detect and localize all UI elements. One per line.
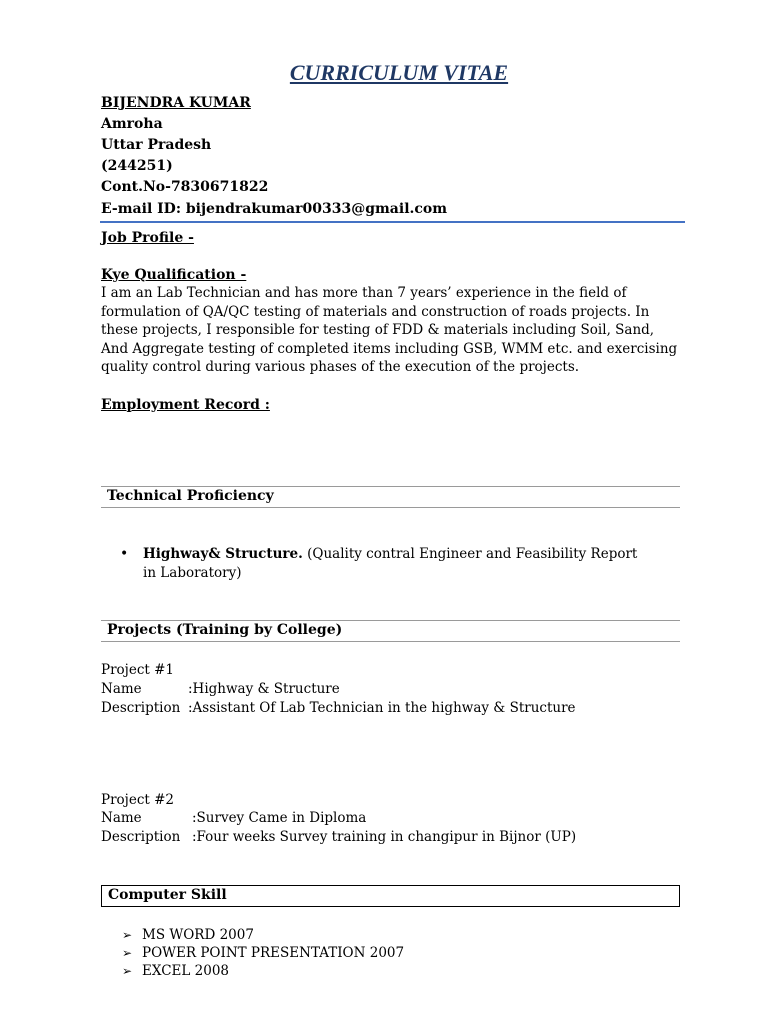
technical-section-bar <box>101 486 680 508</box>
qualification-text: I am an Lab Technician and has more than 7 years’ experience in the field of formulation of QA/QC testing of materials and construction of roads projects. In these projects, I responsible for testing of FDD & materials including Soil, Sand, And Aggregate testing of completed items including GSB, WMM etc. and exercising quality control during various phases of the execution of the projects. <box>101 285 678 376</box>
project-1-name-key: Name <box>101 681 142 697</box>
technical-bullet <box>120 545 640 583</box>
contact-email: E-mail ID: bijendrakumar00333@gmail.com <box>101 201 448 217</box>
bullet-icon: • <box>120 546 129 562</box>
project-1-name-value: :Highway & Structure <box>188 681 340 697</box>
skill-item <box>122 944 404 962</box>
arrow-bullet-icon: ➢ <box>122 964 133 978</box>
project-1-name-row <box>101 680 601 698</box>
projects-section-bar <box>101 620 680 642</box>
contact-state: Uttar Pradesh <box>101 137 212 153</box>
project-2-desc-row <box>101 828 661 846</box>
project-1-desc-row <box>101 699 661 717</box>
job-profile-heading: Job Profile - <box>101 230 194 246</box>
document-title: CURRICULUM VITAE <box>289 60 509 85</box>
technical-bullet-detail: (Quality contral Engineer and Feasibility Report in Laboratory) <box>143 546 638 581</box>
contact-phone: Cont.No-7830671822 <box>101 179 269 195</box>
technical-bullet-text <box>143 545 640 583</box>
projects-heading: Projects (Training by College) <box>107 622 343 638</box>
contact-pin: (244251) <box>101 158 173 174</box>
qualification-heading: Kye Qualification - <box>101 267 247 283</box>
project-1-desc-value: :Assistant Of Lab Technician in the highway & Structure <box>188 700 576 716</box>
project-2-name-value: :Survey Came in Diploma <box>192 810 367 826</box>
project-2-name-row <box>101 809 601 827</box>
computer-skill-heading: Computer Skill <box>108 887 227 903</box>
skill-label: POWER POINT PRESENTATION 2007 <box>142 945 405 961</box>
project-2-desc-value: :Four weeks Survey training in changipur in Bijnor (UP) <box>192 829 577 845</box>
skill-item <box>122 962 229 980</box>
technical-bullet-bold: Highway& Structure. <box>143 546 303 562</box>
skill-label: MS WORD 2007 <box>142 927 254 943</box>
arrow-bullet-icon: ➢ <box>122 946 133 960</box>
technical-heading: Technical Proficiency <box>107 488 274 504</box>
project-1-desc-key: Description <box>101 700 181 716</box>
skill-item <box>122 926 254 944</box>
computer-skill-box <box>101 885 680 907</box>
skill-label: EXCEL 2008 <box>142 963 230 979</box>
candidate-name: BIJENDRA KUMAR <box>101 95 251 111</box>
project-1-label: Project #1 <box>101 662 175 678</box>
employment-heading: Employment Record : <box>101 397 270 413</box>
project-2-desc-key: Description <box>101 829 181 845</box>
project-2-label: Project #2 <box>101 792 175 808</box>
project-2-name-key: Name <box>101 810 142 826</box>
contact-city: Amroha <box>101 116 163 132</box>
header-divider <box>100 221 685 223</box>
arrow-bullet-icon: ➢ <box>122 928 133 942</box>
